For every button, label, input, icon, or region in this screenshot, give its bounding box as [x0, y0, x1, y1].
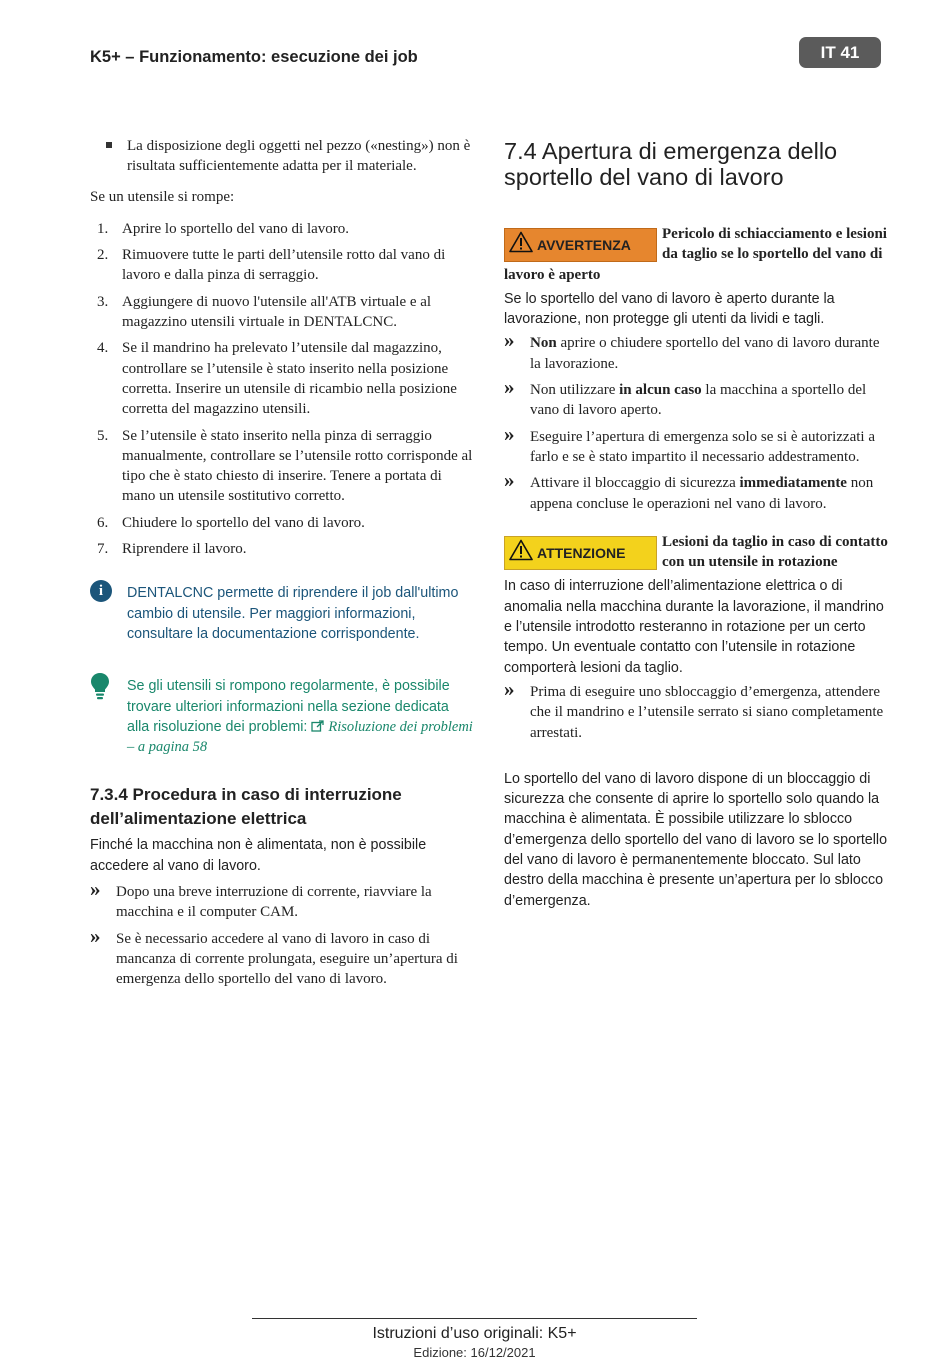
- double-chevron-icon: »: [504, 421, 515, 446]
- double-chevron-icon: »: [504, 328, 515, 353]
- warning-triangle-icon: [509, 231, 537, 258]
- warning-label-text: AVVERTENZA: [537, 236, 631, 253]
- external-link-icon: [311, 719, 328, 735]
- step-text: Rimuovere tutte le parti dell’utensile rotto dal vano di lavoro e dalla pinza di serraggio.: [122, 247, 446, 284]
- bullet-text: La disposizione degli oggetti nel pezzo («nesting») non è risultata sufficientemente adatta per il materiale.: [127, 138, 471, 175]
- warning-item-text: la macchina a sportello del vano di lavoro aperto.: [530, 382, 867, 419]
- list-item: [504, 421, 889, 468]
- caution-label: [504, 536, 657, 570]
- power-item-text: Dopo una breve interruzione di corrente, riavviare la macchina e il computer CAM.: [116, 884, 432, 921]
- list-item: [90, 923, 475, 990]
- step-item: [90, 426, 475, 507]
- list-item: [504, 468, 889, 514]
- double-chevron-icon: »: [504, 375, 515, 400]
- warning-triangle-icon: [509, 539, 537, 566]
- step-number: 1.: [97, 220, 109, 237]
- tip-note: [90, 676, 475, 757]
- step-text: Se l’utensile è stato inserito nella pinza di serraggio manualmente, controllare se l’utensile rotto corrisponde al tipo che è stato chiesto di inserire. Tenere a portata di mano un utensile sostitutivo corretto.: [122, 427, 473, 505]
- step-text: Aggiungere di nuovo l'utensile all'ATB virtuale e al magazzino utensili virtuale in DENTALCNC.: [122, 293, 432, 331]
- caution-item-text: Prima di eseguire uno sbloccaggio d’emergenza, attendere che il mandrino e l’utensile serrato si siano completamente arrestati.: [530, 683, 884, 741]
- power-intro: Finché la macchina non è alimentata, non è possibile accedere al vano di lavoro.: [90, 837, 427, 874]
- troubleshooting-link[interactable]: Risoluzione dei problemi – a pagina 58: [127, 718, 473, 756]
- closing-paragraph: Lo sportello del vano di lavoro dispone di un bloccaggio di sicurezza che consente di aprire lo sportello solo quando la macchina è alimentata. È possibile utilizzare lo sblocco d’emergenza dello sportello del vano di lavoro se lo sportello del vano di lavoro è permanentemente bloccato. Sul lato destro della macchina è presente un’apertura per lo sblocco d’emergenza.: [504, 770, 888, 909]
- square-bullet-icon: [106, 142, 112, 148]
- step-item: [90, 245, 475, 286]
- left-column: [90, 136, 475, 996]
- step-number: 5.: [97, 427, 109, 444]
- emphasis-text: in alcun caso: [619, 382, 702, 399]
- warning-item-text: Attivare il bloccaggio di sicurezza: [530, 475, 740, 492]
- step-item: [90, 292, 475, 333]
- broken-tool-intro: Se un utensile si rompe:: [90, 188, 235, 205]
- double-chevron-icon: »: [90, 923, 101, 948]
- step-item: [90, 513, 475, 533]
- tip-text: Se gli utensili si rompono regolarmente, è possibile trovare ulteriori informazioni nella sezione dedicata alla risoluzione dei problemi:: [127, 678, 450, 735]
- list-item: [90, 136, 475, 177]
- info-icon: i: [90, 580, 112, 602]
- double-chevron-icon: »: [504, 468, 515, 493]
- lightbulb-icon: [90, 672, 110, 706]
- section-heading: 7.4 Apertura di emergenza dello sportello del vano di lavoro: [504, 138, 838, 190]
- step-text: Riprendere il lavoro.: [122, 541, 247, 558]
- steps-list: [90, 219, 475, 559]
- footer-edition: Edizione: 16/12/2021: [413, 1345, 536, 1360]
- caution-block: [504, 532, 889, 743]
- step-text: Se il mandrino ha prelevato l’utensile dal magazzino, controllare se l’utensile è stato inserito nella posizione corretta. Inserire un utensile di ricambio nella posizione corretta del magazzino utensili.: [122, 340, 457, 418]
- step-item: [90, 338, 475, 419]
- caution-body: In caso di interruzione dell’alimentazione elettrica o di anomalia nella macchina durante la lavorazione, il mandrino e l’utensile introdotto resteranno in rotazione per un certo tempo. Un eventuale contatto con l’utensile in rotazione comporterà lesioni da taglio.: [504, 578, 884, 676]
- warning-label: [504, 228, 657, 262]
- step-number: 4.: [97, 340, 109, 357]
- page-number-badge: IT 41: [799, 37, 881, 68]
- step-number: 6.: [97, 514, 109, 531]
- list-item: [504, 375, 889, 421]
- running-header-title: K5+ – Funzionamento: esecuzione dei job: [90, 48, 418, 66]
- info-note: [90, 583, 475, 644]
- caution-label-text: ATTENZIONE: [537, 544, 626, 561]
- warning-item-text: non appena concluse le operazioni nel vano di lavoro.: [530, 475, 874, 512]
- info-text: DENTALCNC permette di riprendere il job dall'ultimo cambio di utensile. Per maggiori informazioni, consultare la documentazione corrispondente.: [127, 585, 459, 642]
- list-item: [504, 676, 889, 743]
- warning-block: [504, 224, 889, 514]
- step-number: 2.: [97, 247, 109, 264]
- footer-title: Istruzioni d’uso originali: K5+: [372, 1325, 577, 1342]
- list-item: [90, 877, 475, 923]
- caution-title: Lesioni da taglio in caso di contatto con un utensile in rotazione: [662, 533, 888, 571]
- emphasis-text: immediatamente: [739, 475, 847, 492]
- right-column: [504, 136, 889, 911]
- caution-header: [504, 532, 889, 573]
- warning-body: Se lo sportello del vano di lavoro è aperto durante la lavorazione, non protegge gli utenti da lividi e tagli.: [504, 290, 835, 328]
- warning-item-text: aprire o chiudere sportello del vano di lavoro durante la lavorazione.: [530, 335, 880, 372]
- warning-header: [504, 224, 889, 285]
- warning-title: Pericolo di schiacciamento e lesioni da taglio se lo sportello del vano di lavoro è aperto: [504, 226, 887, 283]
- footer-divider: [252, 1318, 697, 1319]
- warning-item-text: Non utilizzare: [530, 382, 620, 399]
- emphasis-text: Non: [530, 335, 557, 352]
- step-number: 3.: [97, 293, 109, 310]
- power-item-text: Se è necessario accedere al vano di lavoro in caso di mancanza di corrente prolungata, eseguire un’apertura di emergenza dello sportello del vano di lavoro.: [116, 930, 458, 988]
- warning-item-text: Eseguire l’apertura di emergenza solo se si è autorizzati a farlo e se è stato impartito il necessario addestramento.: [530, 428, 875, 465]
- step-text: Aprire lo sportello del vano di lavoro.: [122, 220, 350, 237]
- list-item: [504, 328, 889, 374]
- step-text: Chiudere lo sportello del vano di lavoro.: [122, 514, 365, 531]
- subsection-heading: 7.3.4 Procedura in caso di interruzione dell’alimentazione elettrica: [90, 785, 402, 829]
- step-item: [90, 539, 475, 559]
- double-chevron-icon: »: [90, 877, 101, 902]
- double-chevron-icon: »: [504, 676, 515, 701]
- step-item: [90, 219, 475, 239]
- step-number: 7.: [97, 541, 109, 558]
